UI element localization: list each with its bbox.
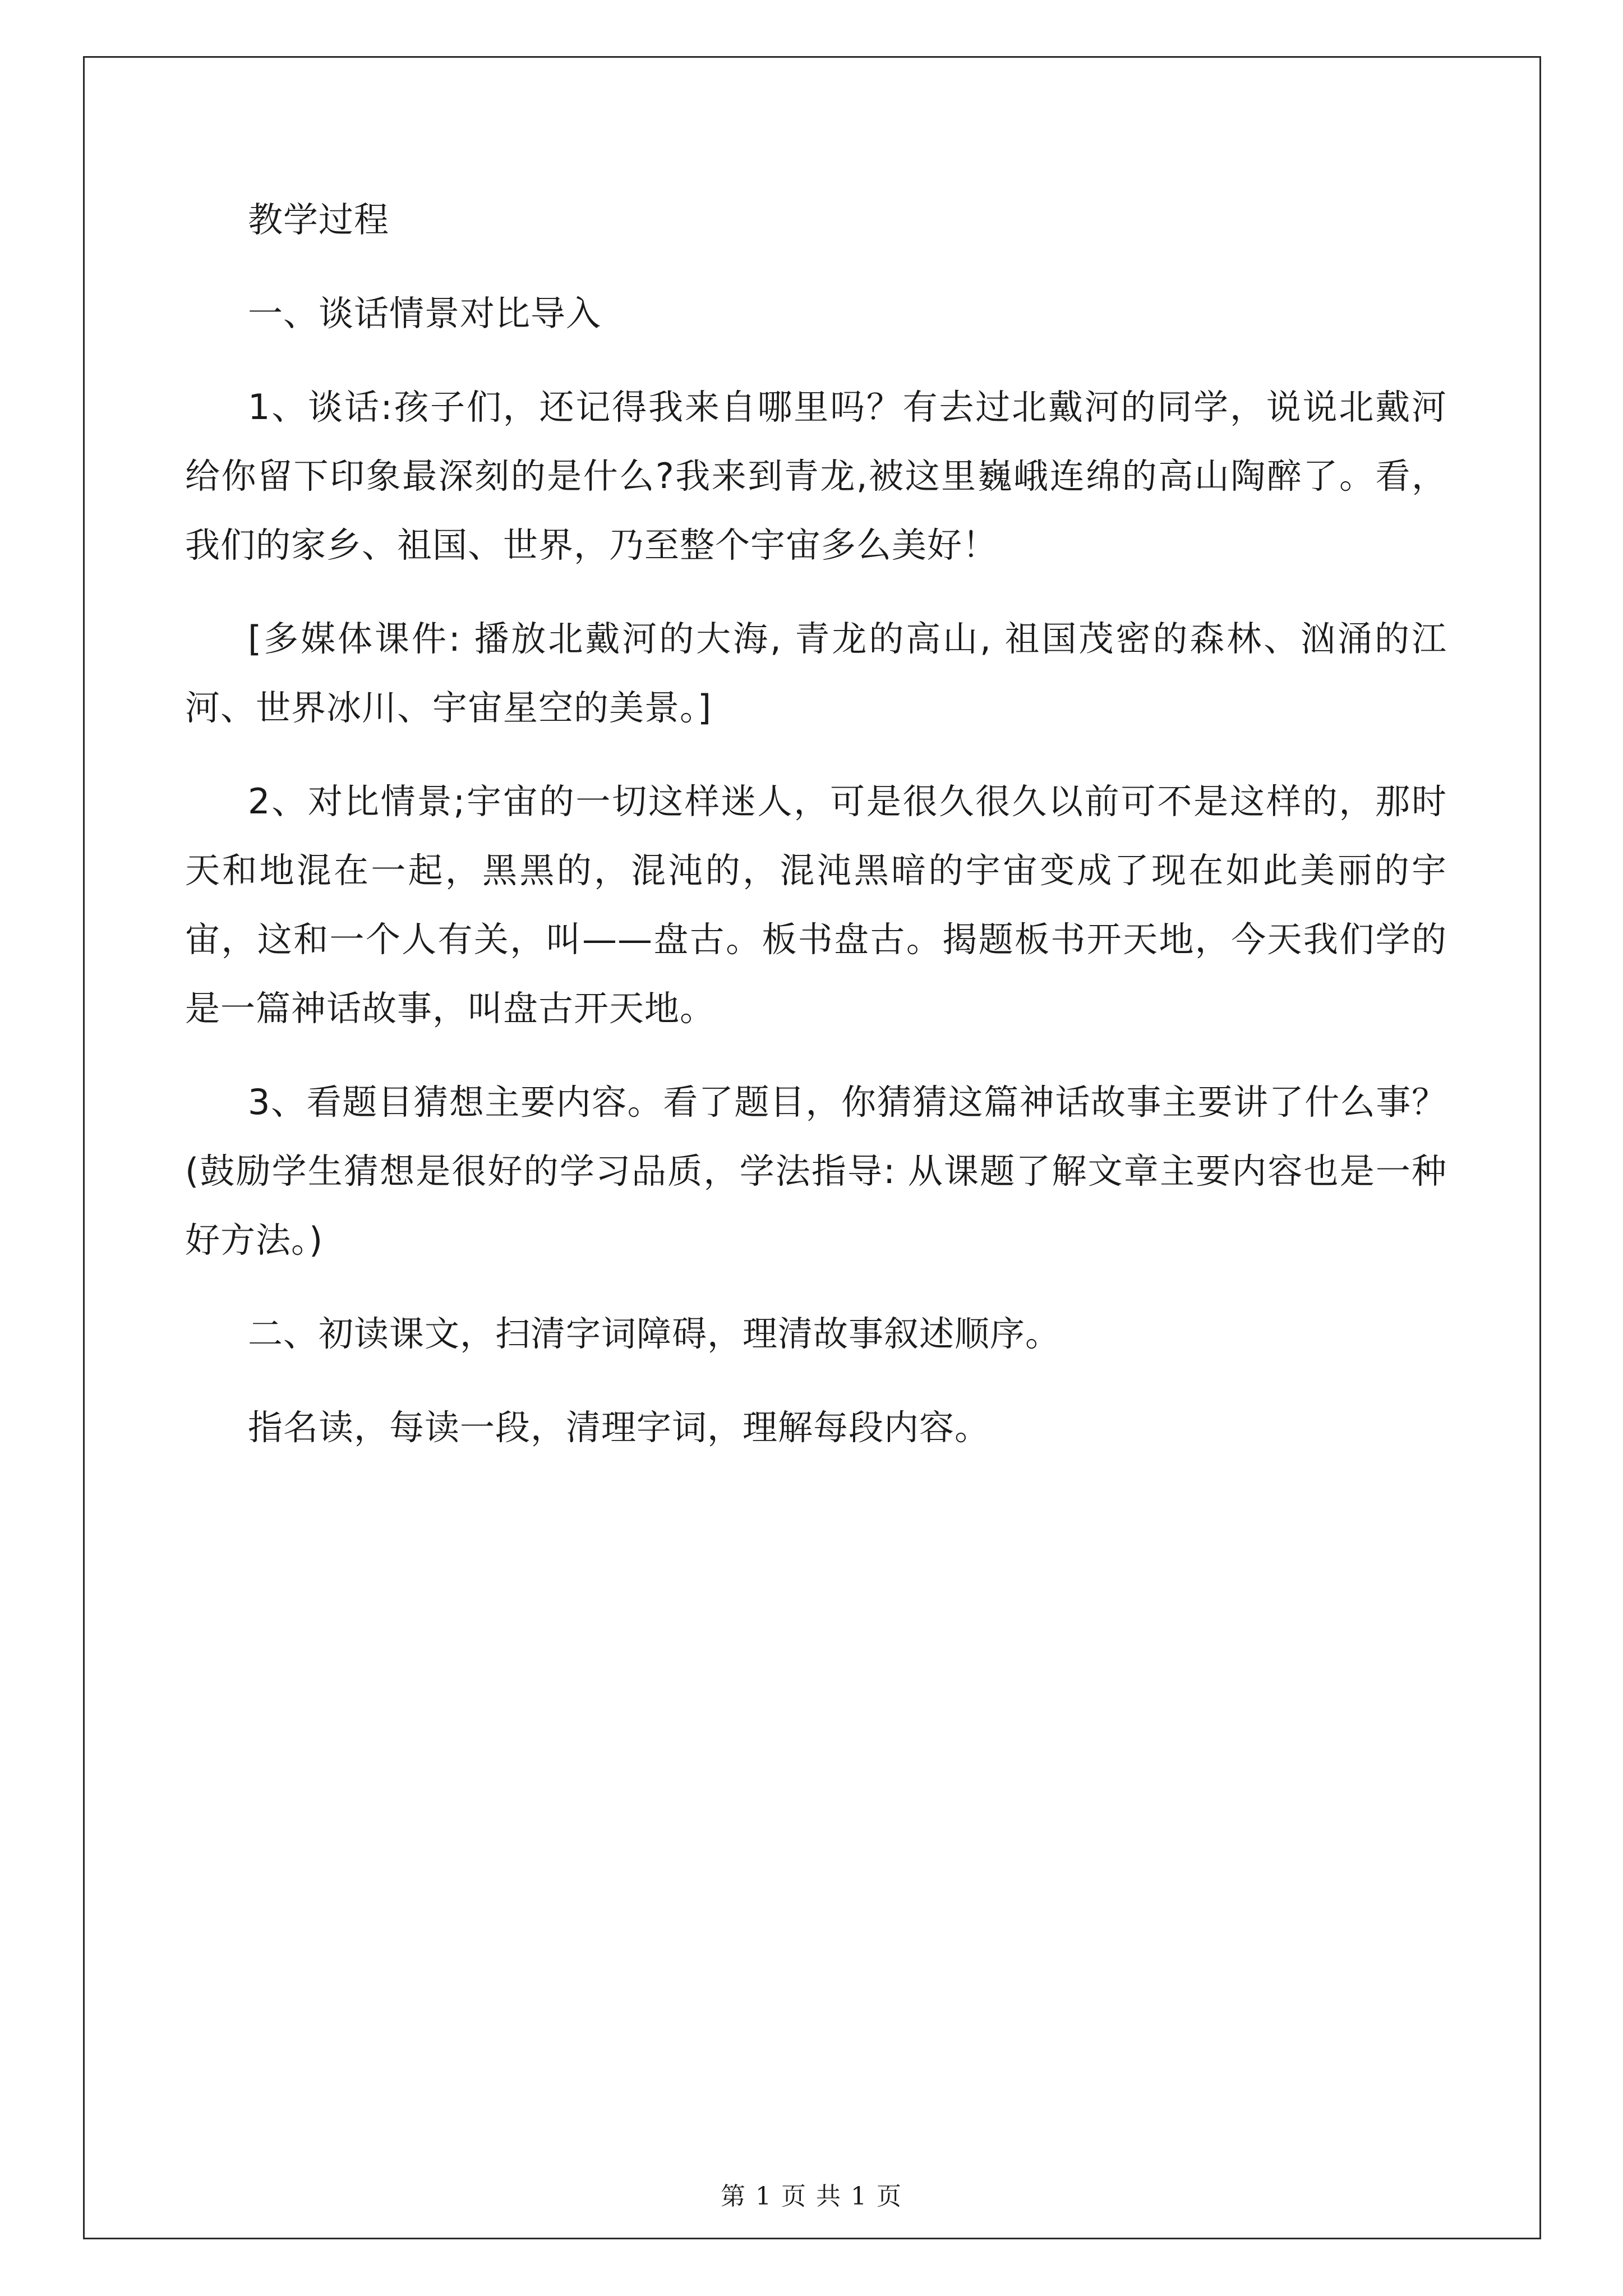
paragraph-4: 2、对比情景;宇宙的一切这样迷人，可是很久很久以前可不是这样的，那时天和地混在一起，黑黑的，混沌的，混沌黑暗的宇宙变成了现在如此美丽的宇宙，这和一个人有关，叫——盘古。板书盘古。揭题板书开天地，今天我们学的是一篇神话故事，叫盘古开天地。 [185, 781, 1447, 1029]
paragraph-1: 一、谈话情景对比导入 [248, 293, 602, 334]
page-footer: 第 1 页 共 1 页 [721, 2182, 902, 2211]
paragraph-6: 二、初读课文，扫清字词障碍，理清故事叙述顺序。 [248, 1313, 1061, 1354]
paragraph-3: [多媒体课件: 播放北戴河的大海, 青龙的高山, 祖国茂密的森林、汹涌的江河、世界冰川、宇宙星空的美景。] [185, 618, 1447, 728]
paragraph-7: 指名读，每读一段，清理字词，理解每段内容。 [248, 1407, 990, 1448]
section-heading: 教学过程 [248, 199, 390, 240]
document-body [185, 185, 1447, 1487]
paragraph-5: 3、看题目猜想主要内容。看了题目，你猜猜这篇神话故事主要讲了什么事？(鼓励学生猜想是很好的学习品质，学法指导: 从课题了解文章主要内容也是一种好方法。) [185, 1082, 1447, 1260]
paragraph-2: 1、谈话:孩子们，还记得我来自哪里吗？有去过北戴河的同学，说说北戴河给你留下印象最深刻的是什么?我来到青龙,被这里巍峨连绵的高山陶醉了。看，我们的家乡、祖国、世界，乃至整个宇宙多么美好！ [185, 386, 1447, 565]
